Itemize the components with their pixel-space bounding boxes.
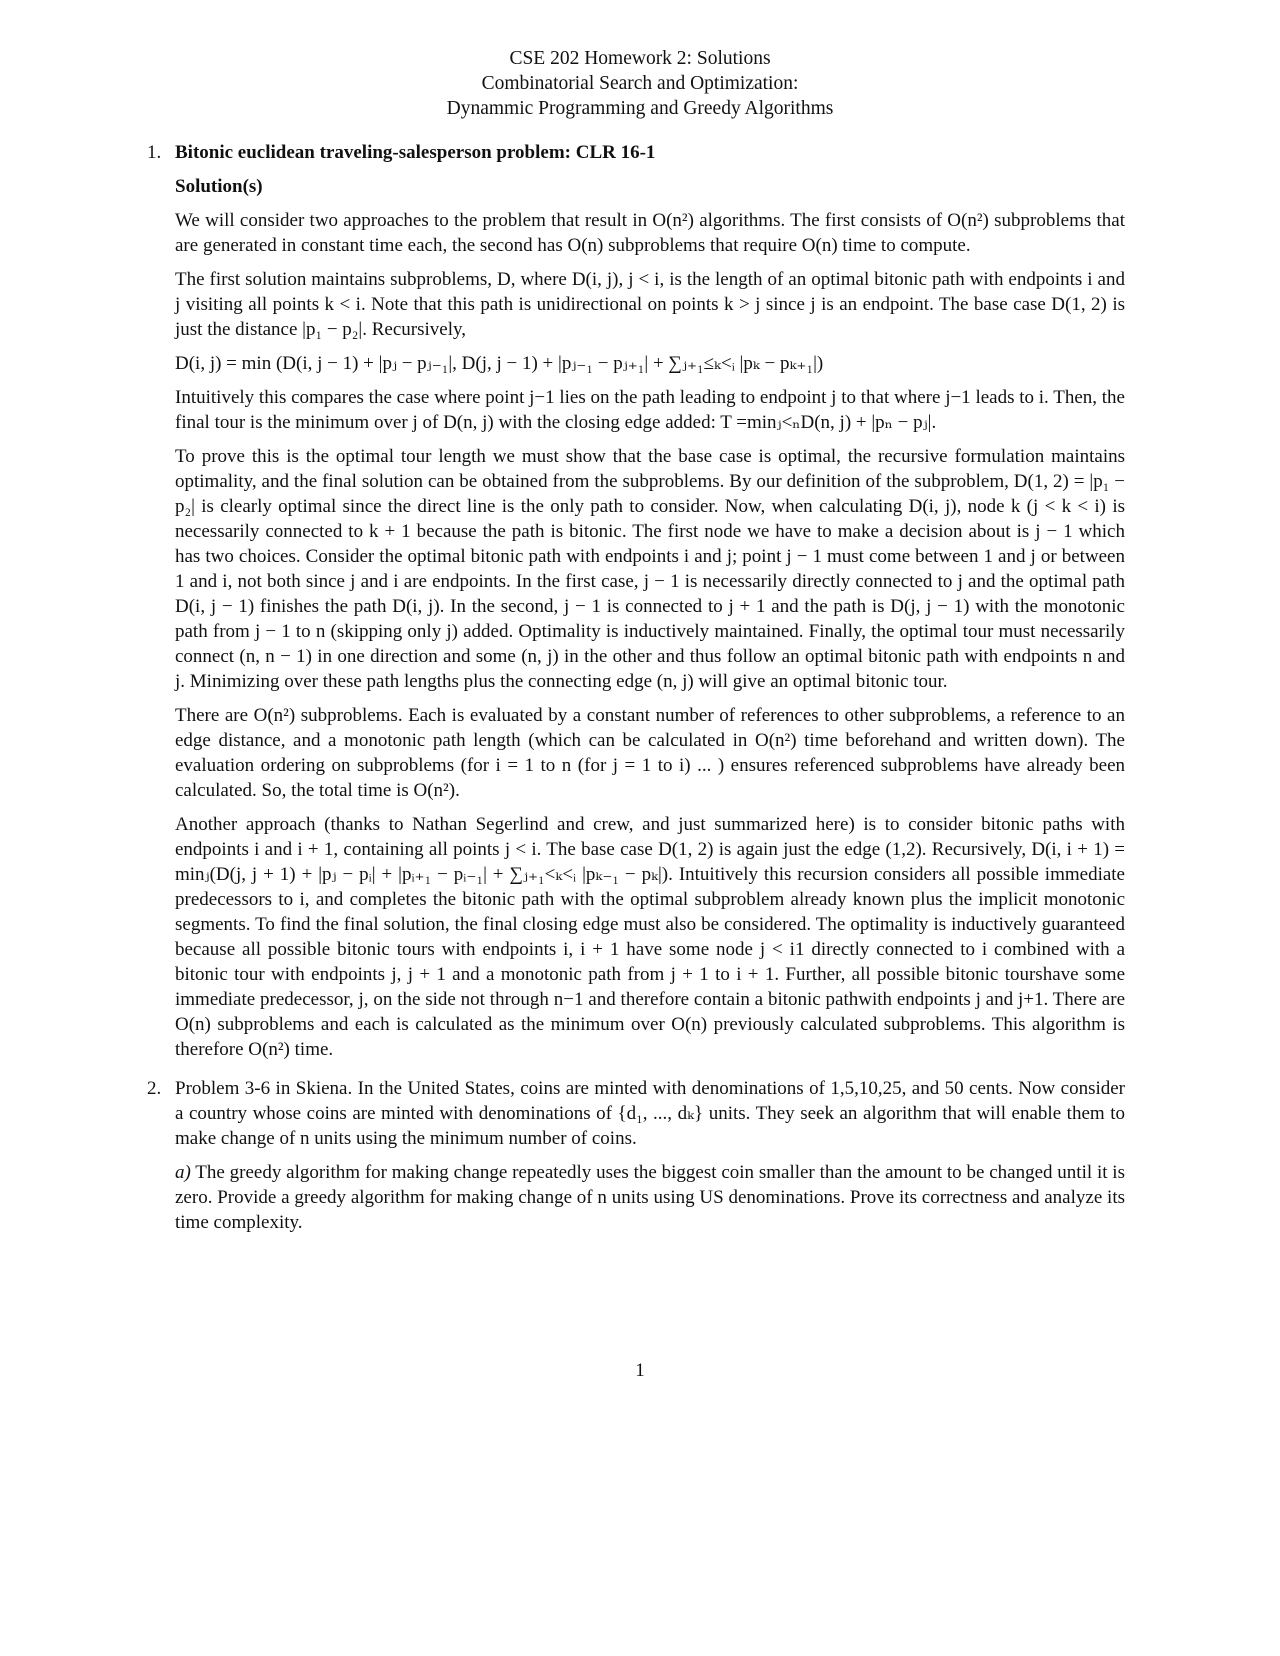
title-line-topic: Combinatorial Search and Optimization: — [481, 73, 799, 94]
recurrence-formula: D(i, j) = min (D(i, j − 1) + |pⱼ − pⱼ₋₁|, D(j, j − 1) + |pⱼ₋₁ − pⱼ₊₁| + ∑ⱼ₊₁≤ₖ<ᵢ |pₖ − pₖ₊₁|) — [175, 353, 824, 374]
paragraph-proof: To prove this is the optimal tour length we must show that the base case is optimal, the recursive formulation maintains optimality, and the final solution can be obtained from the subproblems. By our definition of the subproblem, D(1, 2) = |p₁ − p₂| is clearly optimal since the direct line is the only path to consider. Now, when calculating D(i, j), node k (j < k < i) is necessarily connected to k + 1 because the path is bitonic. The first node we have to make a decision about is j − 1 which has two choices. Consider the optimal bitonic path with endpoints i and j; point j − 1 must come between 1 and j or between 1 and i, not both since j and i are endpoints. In the first case, j − 1 is necessarily directly connected to j and the optimal path D(i, j − 1) finishes the path D(i, j). In the second, j − 1 is connected to j + 1 and the path is D(j, j − 1) with the monotonic path from j − 1 to n (skipping only j) added. Optimality is inductively maintained. Finally, the optimal tour must necessarily connect (n, n − 1) in one direction and some (n, j) in the other and thus follow an optimal bitonic path with endpoints n and j. Minimizing over these path lengths plus the connecting edge (n, j) will give an optimal bitonic tour. — [175, 446, 1125, 692]
page-number: 1 — [635, 1360, 645, 1381]
paragraph-approaches: We will consider two approaches to the problem that result in O(n²) algorithms. The first consists of O(n²) subproblems that are generated in constant time each, the second has O(n) subproblems that require O(n) time to compute. — [175, 210, 1125, 256]
document-body — [147, 140, 1125, 1244]
problem-1 — [147, 140, 1125, 1062]
paragraph-intuition: Intuitively this compares the case where point j−1 lies on the path leading to endpoint j to that where j−1 leads to i. Then, the final tour is the minimum over j of D(n, j) with the closing edge added: T =minⱼ<ₙD(n, j) + |pₙ − pⱼ|. — [175, 387, 1125, 433]
solution-label: Solution(s) — [175, 176, 263, 197]
problem-1-number: 1. — [147, 142, 162, 163]
part-a-text: The greedy algorithm for making change repeatedly uses the biggest coin smaller than the amount to be changed until it is zero. Provide a greedy algorithm for making change of n units using US denominations. Prove its correctness and analyze its time complexity. — [175, 1162, 1125, 1233]
problem-1-title: Bitonic euclidean traveling-salesperson problem: CLR 16-1 — [175, 142, 656, 163]
paragraph-first-solution: The first solution maintains subproblems, D, where D(i, j), j < i, is the length of an optimal bitonic path with endpoints i and j visiting all points k < i. Note that this path is unidirectional on points k > j since j is an endpoint. The base case D(1, 2) is just the distance |p₁ − p₂|. Recursively, — [175, 269, 1125, 340]
part-a-label: a) — [175, 1162, 191, 1183]
paragraph-part-a — [175, 1160, 1125, 1235]
problem-2-number: 2. — [147, 1078, 162, 1099]
paragraph-complexity: There are O(n²) subproblems. Each is evaluated by a constant number of references to other subproblems, a reference to an edge distance, and a monotonic path length (which can be calculated in O(n²) time beforehand and written down). The evaluation ordering on subproblems (for i = 1 to n (for j = 1 to i) ... ) ensures referenced subproblems have already been calculated. So, the total time is O(n²). — [175, 705, 1125, 801]
problem-2 — [147, 1076, 1125, 1235]
document-title-block — [0, 46, 1280, 121]
title-line-course: CSE 202 Homework 2: Solutions — [509, 48, 771, 69]
paragraph-skiena-problem: Problem 3-6 in Skiena. In the United States, coins are minted with denominations of 1,5,10,25, and 50 cents. Now consider a country whose coins are minted with denominations of {d₁, ..., dₖ} units. They seek an algorithm that will enable them to make change of n units using the minimum number of coins. — [175, 1078, 1125, 1149]
paragraph-another-approach: Another approach (thanks to Nathan Segerlind and crew, and just summarized here) is to consider bitonic paths with endpoints i and i + 1, containing all points j < i. The base case D(1, 2) is again just the edge (1,2). Recursively, D(i, i + 1) = minⱼ(D(j, j + 1) + |pⱼ − pᵢ| + |pᵢ₊₁ − pᵢ₋₁| + ∑ⱼ₊₁<ₖ<ᵢ |pₖ₋₁ − pₖ|). Intuitively this recursion considers all possible immediate predecessors to i, and completes the bitonic path with the optimal subproblem already known plus the implicit monotonic segments. To find the final solution, the final closing edge must also be considered. The optimality is inductively guaranteed because all possible bitonic tours with endpoints i, i + 1 have some node j < i1 directly connected to i combined with a bitonic tour with endpoints j, j + 1 and a monotonic path from j + 1 to i + 1. Further, all possible bitonic tourshave some immediate predecessor, j, on the side not through n−1 and therefore contain a bitonic pathwith endpoints j and j+1. There are O(n) subproblems and each is calculated as the minimum over O(n) previously calculated subproblems. This algorithm is therefore O(n²) time. — [175, 814, 1125, 1060]
title-line-subtopic: Dynammic Programming and Greedy Algorithms — [446, 98, 834, 119]
